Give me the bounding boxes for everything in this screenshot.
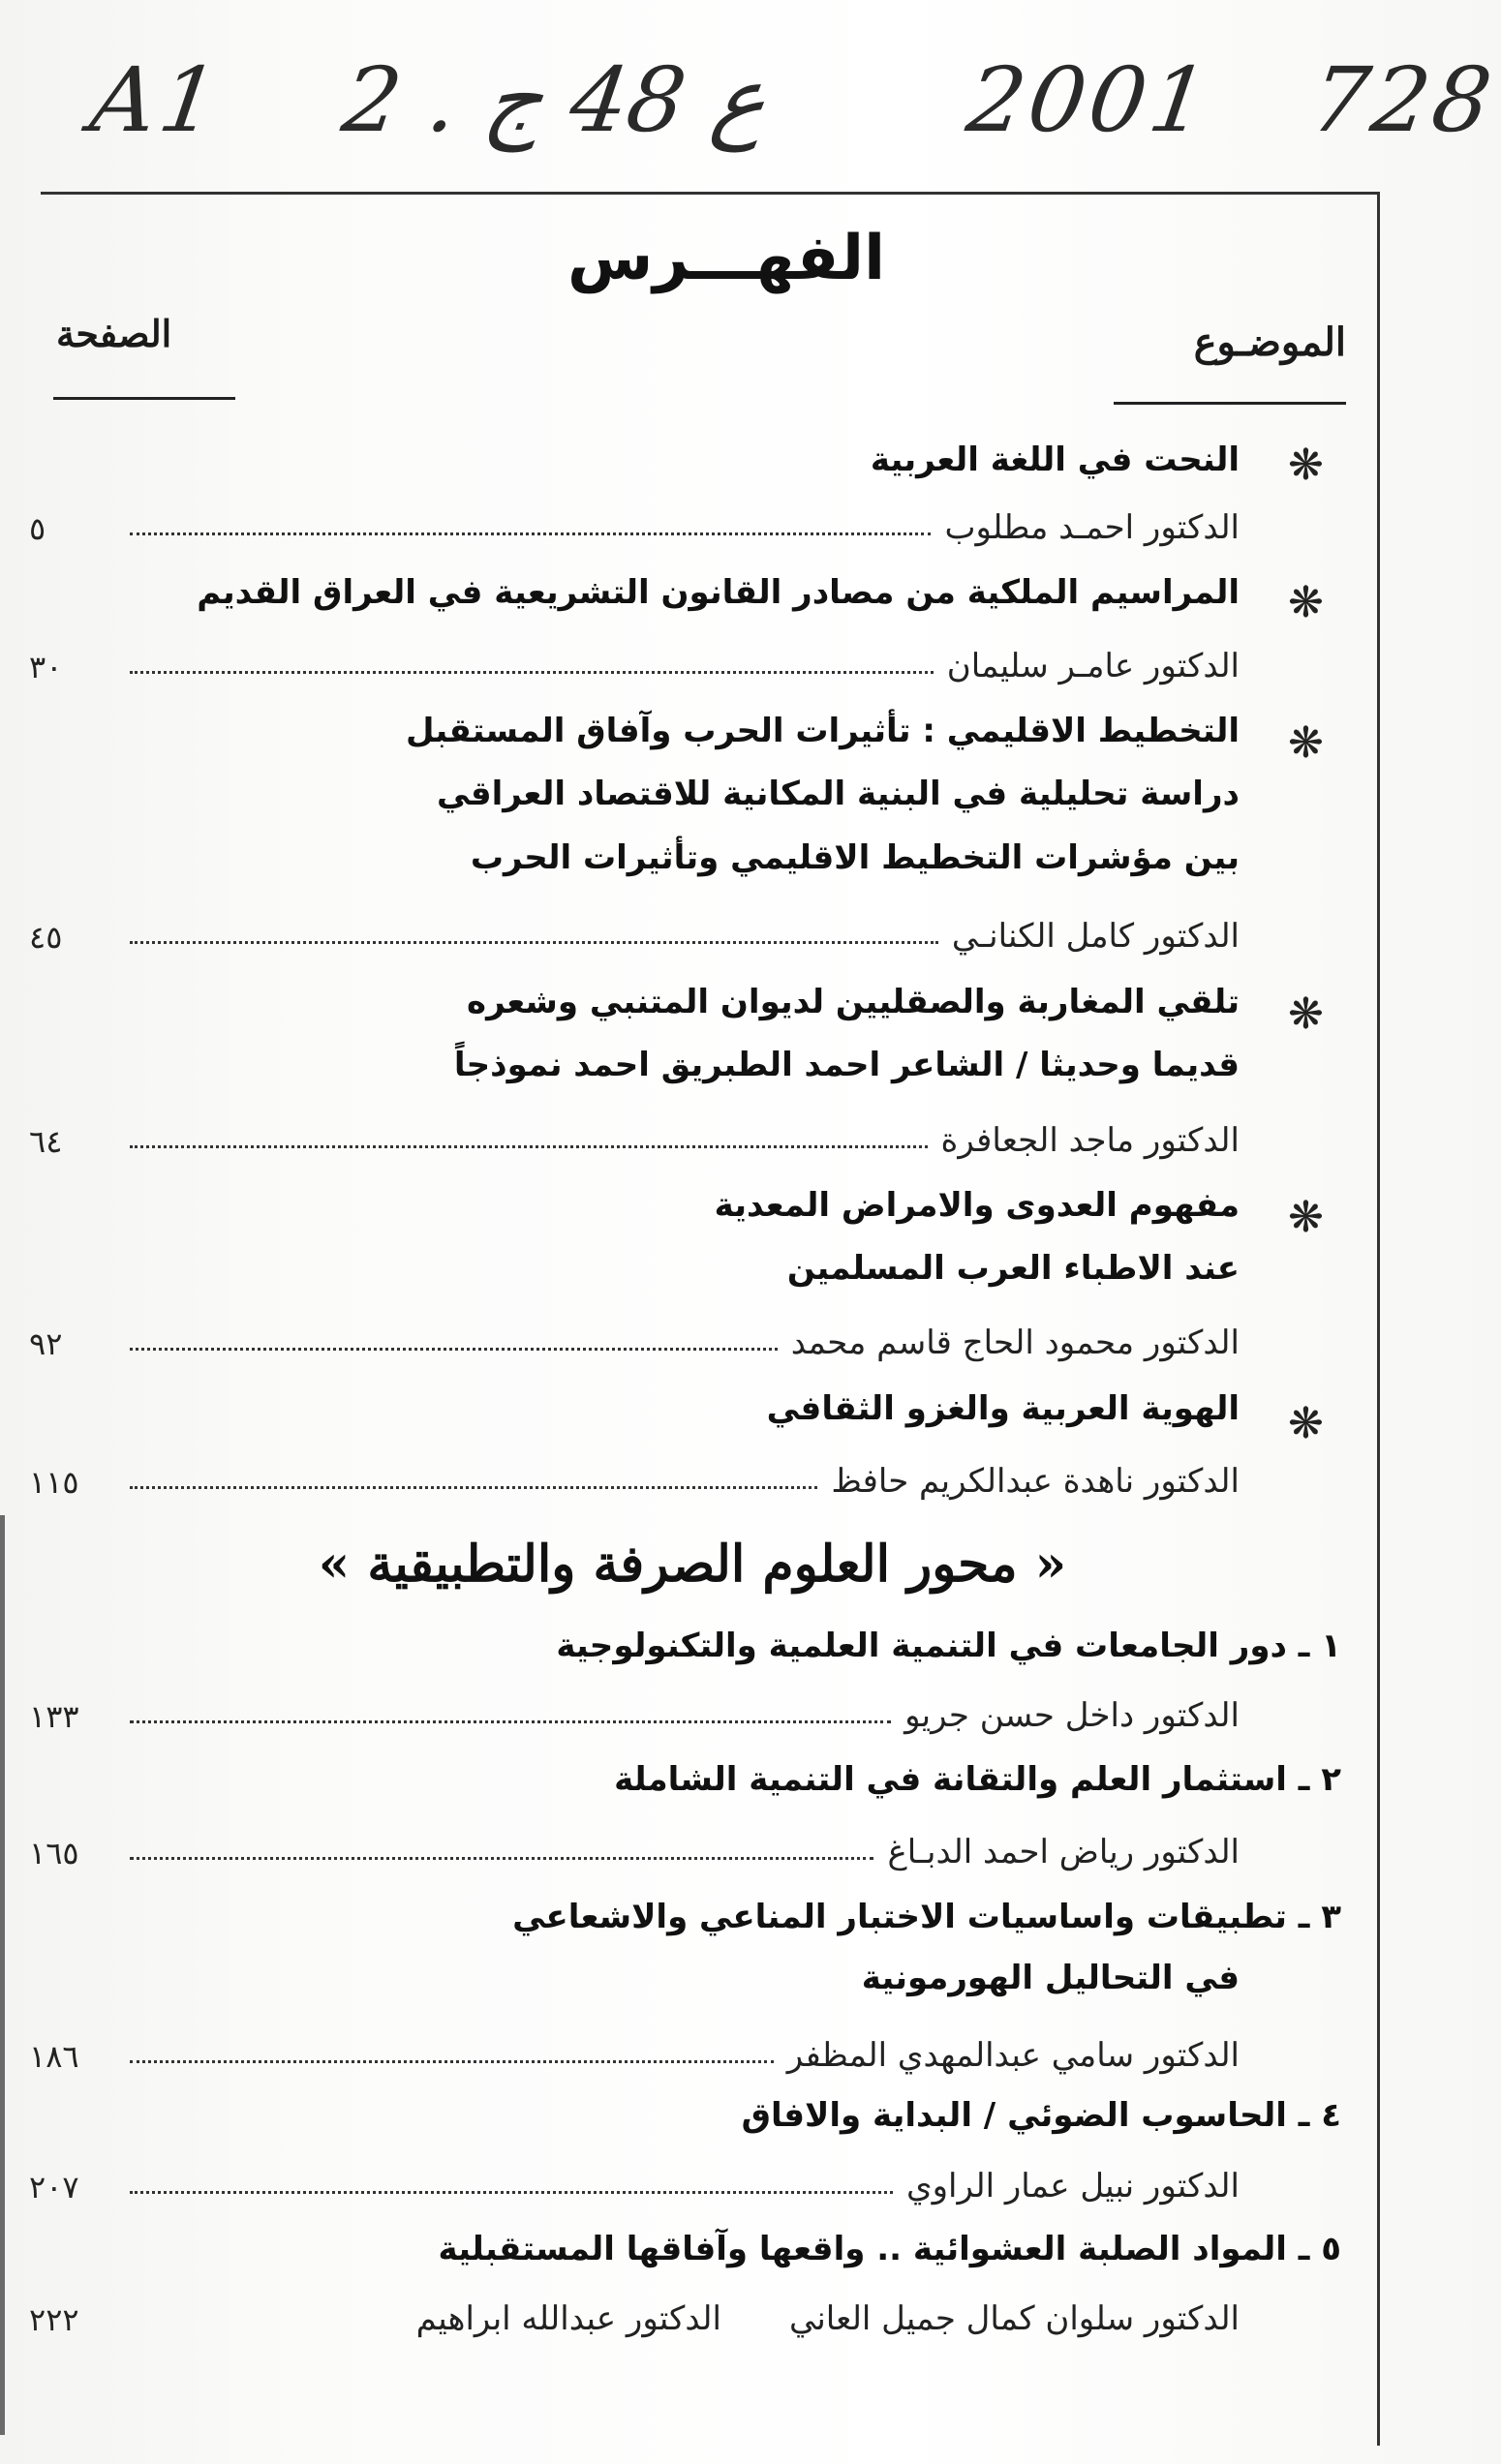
entry-author-row	[29, 1314, 1240, 1362]
entry-author-row	[29, 637, 1240, 685]
entry-title-line: قديما وحديثا / الشاعر احمد الطبريق احمد نموذجاً	[453, 1046, 1240, 1084]
entry-page-number: ١٨٦	[29, 2038, 79, 2075]
entry-author-row	[29, 1823, 1240, 1871]
applied-entry-title	[614, 1760, 1341, 1799]
entry-page-number: ٢٢٢	[29, 2301, 79, 2338]
entry-second-author: الدكتور عبدالله ابراهيم	[415, 2299, 721, 2338]
leader-dots	[130, 671, 934, 674]
handwritten-code: A1	[84, 48, 229, 152]
applied-entry-title	[742, 2096, 1341, 2135]
bullet-icon: ❋	[1288, 1193, 1324, 1242]
entry-author-row	[29, 1687, 1240, 1735]
entry-number: ٢ ـ	[1298, 1760, 1341, 1799]
entry-author: الدكتور احمـد مطلوب	[944, 508, 1240, 547]
leader-dots	[130, 2191, 893, 2194]
subject-header-rule	[1114, 402, 1346, 405]
applied-entry-title	[439, 2230, 1341, 2268]
entry-title: المواد الصلبة العشوائية .. واقعها وآفاقها المستقبلية	[438, 2230, 1287, 2268]
entry-author: الدكتور كامل الكنانـي	[951, 917, 1240, 956]
entry-title-line: بين مؤشرات التخطيط الاقليمي وتأثيرات الحرب	[470, 838, 1240, 877]
handwritten-volume: 2 . ع 48 ج	[336, 48, 774, 152]
entry-author: الدكتور رياض احمد الدبـاغ	[887, 1833, 1240, 1871]
entry-page-number: ٥	[29, 510, 46, 547]
leader-dots	[130, 1145, 928, 1148]
leader-dots	[130, 941, 938, 944]
entry-author: الدكتور ماجد الجعافرة	[940, 1121, 1240, 1160]
entry-author: الدكتور محمود الحاج قاسم محمد	[790, 1323, 1240, 1362]
page-column-header: الصفحة	[56, 312, 172, 355]
entry-author-row	[29, 2026, 1240, 2075]
entry-author: الدكتور نبيل عمار الراوي	[905, 2167, 1240, 2205]
entry-title: الحاسوب الضوئي / البداية والافاق	[741, 2096, 1287, 2135]
entry-page-number: ٩٢	[29, 1325, 63, 1362]
applied-entry-title	[512, 1898, 1341, 1936]
entry-author: الدكتور ناهدة عبدالكريم حافظ	[831, 1462, 1240, 1501]
applied-entry-title	[556, 1627, 1341, 1665]
entry-author: الدكتور سامي عبدالمهدي المظفر	[786, 2036, 1240, 2075]
leader-dots	[130, 1857, 873, 1860]
entry-title: استثمار العلم والتقانة في التنمية الشاملة	[614, 1760, 1287, 1799]
entry-title: تطبيقات واساسيات الاختبار المناعي والاشعاعي	[512, 1898, 1287, 1936]
entry-page-number: ٦٤	[29, 1123, 63, 1160]
leader-dots	[130, 1720, 891, 1723]
entry-title-line: في التحاليل الهورمونية	[861, 1959, 1240, 1997]
entry-title: المراسيم الملكية من مصادر القانون التشريعية في العراق القديم	[197, 573, 1240, 612]
entry-author-row	[29, 499, 1240, 547]
entry-author-row	[29, 907, 1240, 956]
entry-title: النحت في اللغة العربية	[870, 441, 1240, 479]
entry-title: دور الجامعات في التنمية العلمية والتكنولوجية	[556, 1627, 1287, 1665]
entry-title: تلقي المغاربة والصقليين لديوان المتنبي وشعره	[467, 983, 1240, 1021]
page-header-rule	[53, 397, 235, 400]
entry-number: ٣ ـ	[1298, 1898, 1341, 1936]
bullet-icon: ❋	[1288, 578, 1324, 627]
entry-title-line: دراسة تحليلية في البنية المكانية للاقتصاد العراقي	[436, 775, 1240, 813]
entry-author: الدكتور عامـر سليمان	[946, 647, 1240, 685]
entry-page-number: ٢٠٧	[29, 2169, 79, 2205]
entry-author: الدكتور سلوان كمال جميل العاني	[789, 2299, 1240, 2338]
entry-number: ٥ ـ	[1298, 2230, 1341, 2268]
entry-author-row	[29, 2157, 1240, 2205]
bullet-icon: ❋	[1288, 1399, 1324, 1448]
entry-author-row	[29, 1452, 1240, 1501]
entry-page-number: ٤٥	[29, 919, 63, 956]
bullet-icon: ❋	[1288, 989, 1324, 1039]
bullet-icon: ❋	[1288, 441, 1324, 490]
section-heading: « محور العلوم الصرفة والتطبيقية »	[318, 1535, 1067, 1594]
entry-number: ٤ ـ	[1298, 2096, 1341, 2135]
leader-dots	[130, 2060, 774, 2063]
handwritten-year: 2001	[961, 48, 1218, 152]
bullet-icon: ❋	[1288, 718, 1324, 768]
leader-dots	[130, 532, 931, 535]
handwritten-number: 728	[1304, 48, 1501, 152]
entry-title: التخطيط الاقليمي : تأثيرات الحرب وآفاق المستقبل	[405, 712, 1240, 750]
handwritten-catalog-note	[0, 39, 1501, 184]
entry-title: مفهوم العدوى والامراض المعدية	[714, 1186, 1240, 1225]
entry-title-line: عند الاطباء العرب المسلمين	[786, 1249, 1240, 1288]
entry-title: الهوية العربية والغزو الثقافي	[766, 1389, 1240, 1428]
frame-left-edge	[0, 1515, 5, 2435]
entry-page-number: ١١٥	[29, 1464, 79, 1501]
entry-author-row	[29, 2290, 1240, 2338]
subject-column-header: الموضـوع	[1193, 319, 1346, 365]
leader-dots	[130, 1348, 778, 1351]
entry-page-number: ٣٠	[29, 649, 63, 685]
leader-dots	[130, 1486, 817, 1489]
page-title: الفهـــرس	[567, 223, 886, 294]
entry-author: الدكتور داخل حسن جريو	[904, 1696, 1240, 1735]
entry-number: ١ ـ	[1298, 1627, 1341, 1665]
entry-page-number: ١٣٣	[29, 1698, 79, 1735]
entry-author-row	[29, 1111, 1240, 1160]
entry-page-number: ١٦٥	[29, 1835, 79, 1871]
